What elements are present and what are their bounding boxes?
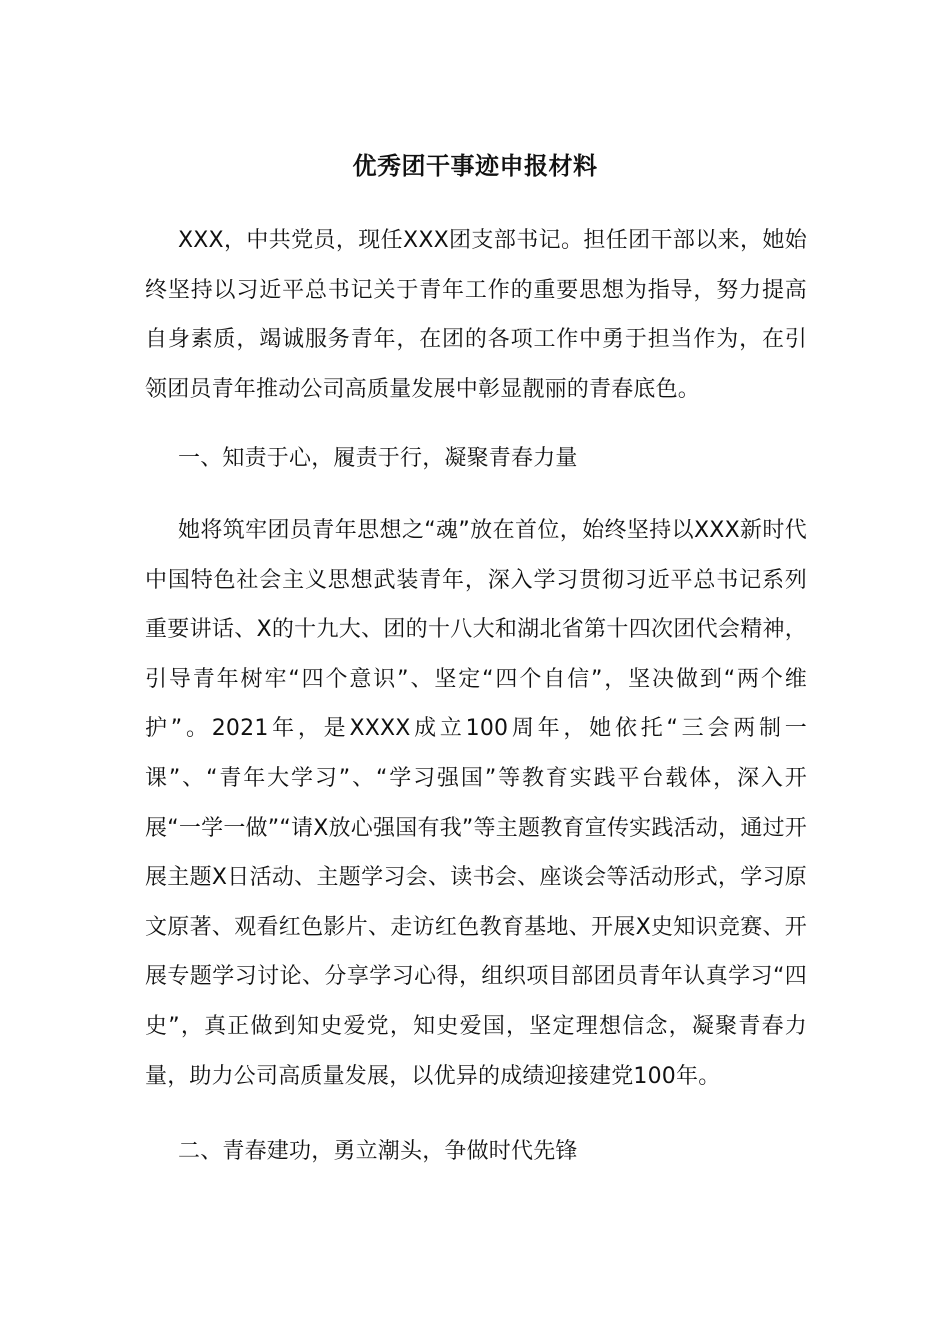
section-2-heading: 二、青春建功，勇立潮头，争做时代先锋 [178, 1139, 578, 1164]
intro-paragraph: XXX，中共党员，现任XXX团支部书记。担任团干部以来，她始终坚持以习近平总书记关于青年工作的重要思想为指导，努力提高自身素质，竭诚服务青年，在团的各项工作中勇于担当作为，在引领团员青年推动公司高质量发展中彰显靓丽的青春底色。 [145, 228, 807, 402]
section-1-heading: 一、知责于心，履责于行，凝聚青春力量 [178, 446, 578, 471]
section-1-paragraph: 她将筑牢团员青年思想之“魂”放在首位，始终坚持以XXX新时代中国特色社会主义思想武装青年，深入学习贯彻习近平总书记系列重要讲话、X的十九大、团的十八大和湖北省第十四次团代会精神，引导青年树牢“四个意识”、坚定“四个自信”，坚决做到“两个维护”。2021年，是XXXX成立100周年，她依托“三会两制一课”、“青年大学习”、“学习强国”等教育实践平台载体，深入开展“一学一做”“请X放心强国有我”等主题教育宣传实践活动，通过开展主题X日活动、主题学习会、读书会、座谈会等活动形式，学习原文原著、观看红色影片、走访红色教育基地、开展X史知识竞赛、开展专题学习讨论、分享学习心得，组织项目部团员青年认真学习“四史”，真正做到知史爱党，知史爱国，坚定理想信念，凝聚青春力量，助力公司高质量发展，以优异的成绩迎接建党100年。 [145, 518, 807, 1089]
document-title: 优秀团干事迹申报材料 [352, 152, 598, 180]
